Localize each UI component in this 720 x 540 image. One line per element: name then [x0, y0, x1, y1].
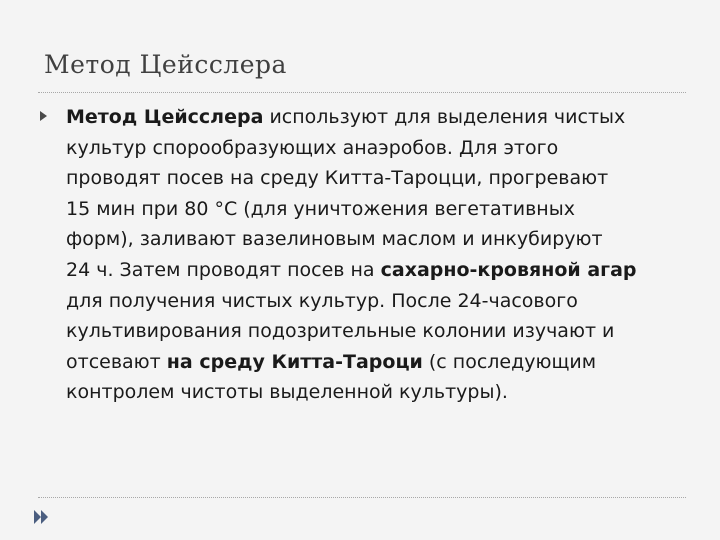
bold-term: на среду Китта-Тароци — [166, 350, 423, 373]
text-line: культивирования подозрительные колонии изучают и — [66, 320, 615, 343]
text-line: культур спорообразующих анаэробов. Для этого — [66, 136, 559, 159]
text-line — [66, 255, 694, 286]
title-divider — [38, 92, 686, 93]
text-line — [66, 347, 694, 378]
slide-title: Метод Цейсслера — [44, 50, 287, 79]
bold-term: Метод Цейсслера — [66, 106, 264, 128]
text-line: 15 мин при 80 °С (для уничтожения вегетативных — [66, 197, 575, 220]
footer-divider — [38, 497, 686, 498]
body-paragraph — [66, 102, 694, 408]
text-line — [66, 102, 694, 133]
text-span: используют для выделения чистых — [263, 106, 626, 128]
text-span: 24 ч. Затем проводят посев на — [66, 258, 381, 281]
text-line: контролем чистоты выделенной культуры). — [66, 381, 508, 404]
text-line: для получения чистых культур. После 24-часового — [66, 289, 578, 312]
double-chevron-icon — [32, 508, 50, 526]
text-line: форм), заливают вазелиновым маслом и инкубируют — [66, 228, 603, 251]
bold-term: сахарно-кровяной агар — [380, 258, 637, 281]
text-span: отсевают — [66, 350, 167, 373]
text-line: проводят посев на среду Китта-Тароцци, прогревают — [66, 167, 609, 190]
triangle-bullet-icon — [40, 111, 47, 121]
text-span: (с последующим — [422, 350, 597, 373]
